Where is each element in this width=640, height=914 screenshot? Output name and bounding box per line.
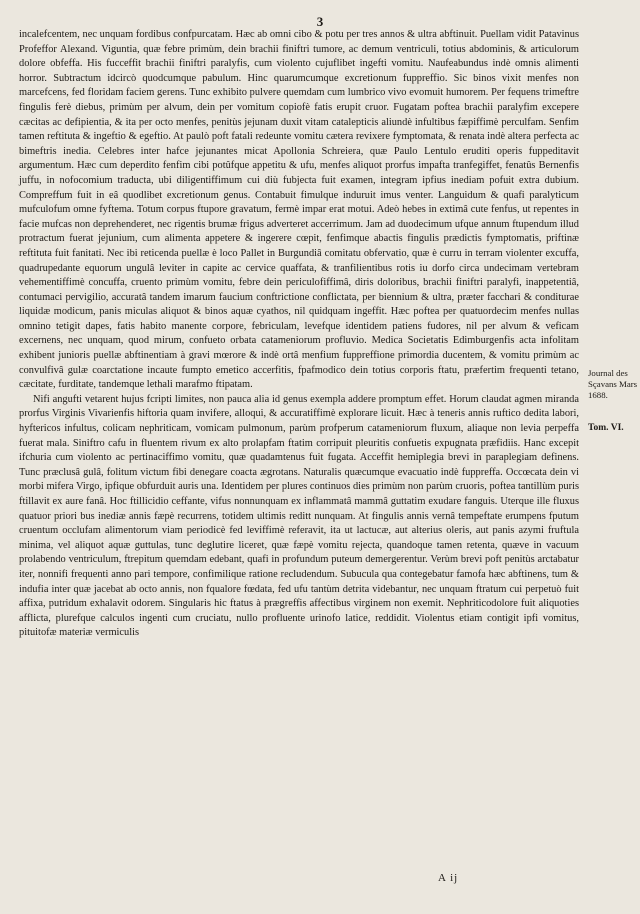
paragraph: incalefcentem, nec unquam fordibus confpurcatam. Hæc ab omni cibo & potu per tres annos & ultra abftinuit. Puellam vidit Patavinus Profeffor Alexand. Viguntia, quæ febre primùm, dein brachii finiftri tumore, ac demum ventriculi, totius abdominis, & articulorum dolore obfeffa. His fucceffit brachii finiftri paralyfis, cum violento cujuflibet ingefti vomitu. Naufeabundus indè omnis alimenti horror. Subtractum idcircò quodcumque pabulum. Hinc quarumcumque excretionum fuppreffio. Sic binos vixit menfes non marcefcens, fed floridam faciem gerens. Tunc exhibito pulvere quemdam cum lumbrico vivo evomuit humorem. Per fequens trimeftre fingulis ferè diebus, primùm per alvum, dein per vomitum copiofè fatis erupit cruor. Fugatam poftea brachii paralyfim excepere cæcitas ac defipientia, & ita per octo menfes, penitùs jejunam duxit vitam catalepticis aliundè infultibus fæpiffimè perculfam. Senfim tamen reftituta & ingeftio & egeftio. At paulò poft fatali redeunte vomitu cætera revixere fymptomata, & renata indè altera perfecta ac bimeftris inedia. Celebres inter hafce jejunantes micat Apollonia Schreiera, quæ Paulo Lentulo eruditi operis fuppeditavit argumentum. Hæc cum deperdito fenfim cibi potûfque appetitu & ufu, menfes aliquot prorfus impafta tranfegiffet, fenatûs Bernenfis juffu, in nofocomium traducta, ubi diligentiffimum cui diù fubjecta fuit examen, integram ipfius inediam pofuit extra dubium. Compreffum fuit in eâ quodlibet excretionum genus. Contabuit fimulque induruit imus venter. Languidum & quafi paralyticum mufculofum omne fyftema. Totum corpus ftupore gravatum, fermè impar erat motui. Adeò hebes in extimâ cute fenfus, ut repentes in facie mufcas non deprehenderet, nec rigentis brumæ frigus adverteret accerrimum. Jam ad duodecimum ufque annum ftupendum illud protractum fuerat jejunium, cum alimenta appetere & ingerere cœpit, fenfimque abactis fingulis prædictis fymptomatis, priftinæ reftituta fuit fanitati. Nec ibi reticenda puellæ è loco Pallet in Burgundiâ comitatu obfervatio, quæ è curru in terram violenter excuffa, quadrupedante equorum ungulâ leviter in capite ac cervice quaffata, & tranfilientibus rotis iu dorfo circa undecimam vertebram vehementiffimè concuffa, cruento primùm vomitu, febre dein periculofiffimâ, diris doloribus, brachii finiftri paralyfi, inappetentiâ, contumaci pervigilio, accuratâ tandem imarum faucium conftrictione conflictata, per biennium & ultra, præter facchari & conditurae liquidæ modicum, panis miculas aliquot & binos aquæ cyathos, nil quidquam ingeffit. Hæc poftea per quatuordecim menfes nullas omnino tetigit dapes, fatis habito manente corpore, febriculam, levefque identidem patiens fudores, nil per alvum & veficam excernens, nec unquam, quod mirum, confueto orbata catameniorum profluvio. Medica Societatis Edimburgenfis acta infolitam exhibent junioris puellæ abftinentiam à gravi mœrore & indè ortâ menfium fuppreffione primordia ducentem, & vomitu primùm ac convulfivâ gulæ coarctatione incaute fumpto emetico accerfitis, fpafmodico dein totius corporis ftatu, præfertim frequenti tetano, cæcitate, furditate, tandemque lethali marafmo ftipatam. <box>19 29 579 391</box>
body-text <box>19 28 579 641</box>
signature-mark: A ij <box>438 872 459 884</box>
margin-note-journal: Journal des Sçavans Mars 1688. <box>588 368 638 400</box>
margin-note-volume: Tom. VI. <box>588 423 624 433</box>
paragraph: Nifi angufti vetarent hujus fcripti limites, non pauca alia id genus exempla addere promptum effet. Horum claudat agmen miranda prorfus Virginis Vivarienfis hiftoria quam invifere, alloqui, & accuratiffimè explorare licuit. Hæc à teneris annis ruftico dedita labori, hyftericos infultus, colicam nephriticam, vomicam pulmonum, parùm profperum catameniorum fluxum, aliaque non levia perpeffa fuerat mala. Siniftro cafu in fluentem rivum ex alto prolapfam ftatim corripuit pleuritis confuetis expugnata præfidiis. Hanc excepit ifchuria cum violento ac pertinaciffimo vomitu, quæ quadamtenus fuit fugata. Acceffit hemiplegia brevi in paraplegiam definens. Tunc præclusâ gulâ, folitum victum fibi denegare coacta ægrotans. Naturalis quæcumque evacuatio indè fuppreffa. Occœcata dein vi morbi mifera Virgo, ipfique obfurduit auris una. Identidem per plures continuos dies primùm non parùm cruoris, poftea tantillùm puris ftillavit ex aure fanâ. Hoc ftillicidio ceffante, vifus nonnunquam ex inflammatâ mammâ guttatim exudare fanguis. Uterque ille fluxus quatuor priori bus inediæ annis fæpè recurrens, totidem ultimis reditt nunquam. At fingulis annis vernâ tempeftate erumpens fputum cruentum occlufam alimentorum viam periodicè fed leviffimè referavit, ita ut lactucæ, aut alterius oleris, aut panis azymi fruftula minima, vel aliquot aquæ guttulas, tunc deglutire liceret, quæ fæpè vomitu rejecta, quandoque tamen retenta, quæve in vacuum prolabendo ventriculum, ftrepitum quemdam edebant, quafi in profundum puteum demergerentur. Verùm brevi poft penitùs arctabatur iter, nonnifi frequenti anno pari tempore, confimilique ratione recludendum. Subucula qua contegebatur famofa hæc abftinens, tum & indufia inter quæ jacebat ab octo annis, non fqualore fœdata, fed ufu tantùm detrita videbantur, nec unquam ftratum cui perpetuò fuit affixa, putridum exhalavit odorem. Singularis hic ftatus à prægreffis affectibus virginem non exemit. Nephriticodolore fuit aliquoties afflicta, plurefque calculos ingenti cum cruciatu, nullo profluente urinofo latice, reddidit. Violentus etiam contigit ipfi vomitus, pituitofæ materiæ vermiculis <box>19 393 579 639</box>
page-number: 3 <box>316 14 324 29</box>
